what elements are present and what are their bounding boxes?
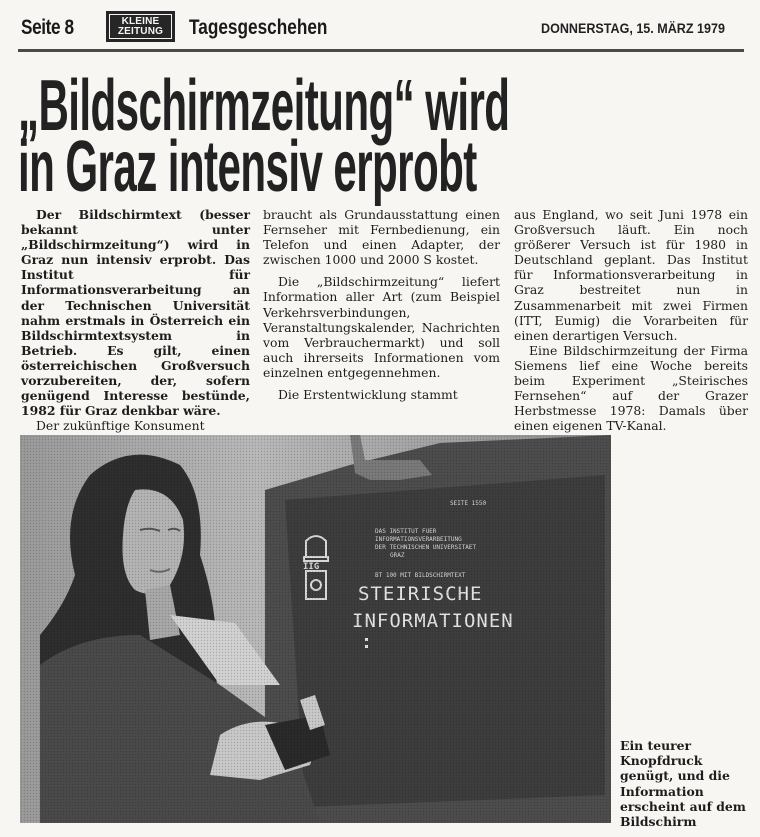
section-title: Tagesgeschehen <box>189 16 328 39</box>
article-column-2 <box>263 207 500 402</box>
headline-line-1: „Bildschirmzeitung“ wird <box>18 66 510 146</box>
paragraph: Der zukünftige Konsument <box>36 418 205 434</box>
newspaper-logo <box>106 11 175 42</box>
photo-illustration <box>20 435 611 823</box>
paragraph: braucht als Grundausstattung einen Fernseher mit Fernbedienung, ein Telefon und einen Adapter, der zwischen 1000 und 2000 S kostet. <box>263 207 500 268</box>
article-photo <box>20 435 611 823</box>
page-number-label: Seite 8 <box>21 16 74 39</box>
headline-line-2: in Graz intensiv erprobt <box>18 127 477 207</box>
photo-caption: Ein teurer Knopfdruck genügt, und die Information erscheint auf dem Bildschirm <box>620 738 746 830</box>
masthead-divider <box>18 49 744 52</box>
issue-date: DONNERSTAG, 15. MÄRZ 1979 <box>541 21 725 36</box>
lead-paragraph: Der Bildschirmtext (besser bekannt unter „Bildschirmzeitung“) wird in Graz nun intensiv erprobt. Das Institut für Informationsverarbeitung an der Technischen Universität nahm erstmals in Österreich ein Bildschirmtextsystem in Betrieb. Es gilt, einen österreichischen Großversuch vorzubereiten, der, sofern genügend Interesse bestünde, 1982 für Graz denkbar wäre. <box>21 207 250 419</box>
article-column-1 <box>21 207 250 433</box>
paragraph: aus England, wo seit Juni 1978 ein Großversuch läuft. Ein noch größerer Versuch ist für 1980 in Deutschland geplant. Das Institut für Informationsverarbeitung in Graz bestreitet nun in Zusammenarbeit mit zwei Firmen (ITT, Eumig) die Vorarbeiten für einen derartigen Versuch. <box>514 207 748 343</box>
paragraph: Eine Bildschirmzeitung der Firma Siemens lief eine Woche bereits beim Experiment „Steirisches Fernsehen“ auf der Grazer Herbstmesse 1978: Damals über einen eigenen TV-Kanal. <box>514 342 748 434</box>
logo-line-1: KLEINE <box>121 15 160 27</box>
article-column-3 <box>514 207 748 433</box>
logo-line-2: ZEITUNG <box>117 25 164 37</box>
paragraph: Die Erstentwicklung stammt <box>278 387 458 403</box>
paragraph: Die „Bildschirmzeitung“ liefert Information aller Art (zum Beispiel Verkehrsverbindungen, Veranstaltungskalender, Nachrichten vom Verbrauchermarkt) und soll auch ihrerseits Informationen vom einzelnen entgegennehmen. <box>263 274 500 380</box>
